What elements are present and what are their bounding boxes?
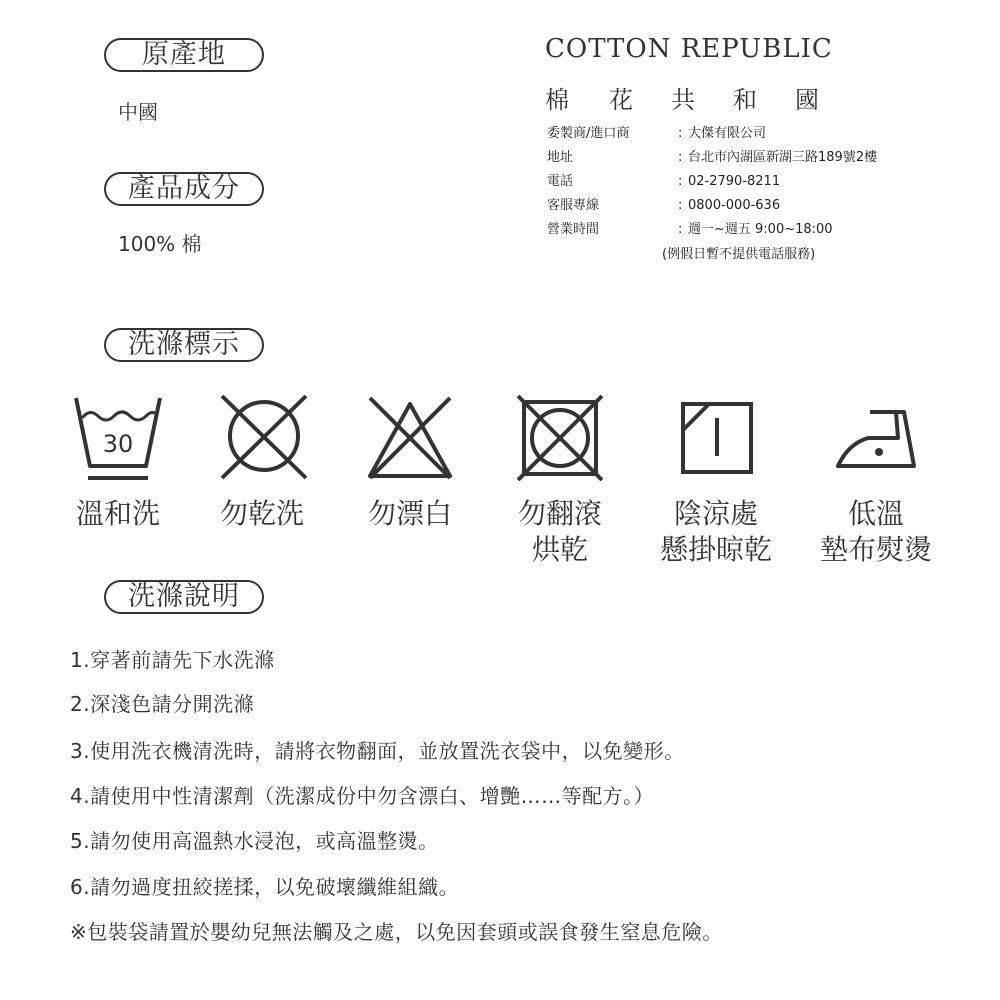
care-heading: 洗滌標示 <box>104 328 264 362</box>
care-caption-shade-dry <box>636 496 796 568</box>
instruction-warning: ※包裝袋請置於嬰幼兒無法觸及之處，以免因套頭或誤食發生窒息危險。 <box>70 920 723 944</box>
brand-char-1: 棉 <box>545 86 569 114</box>
contact-value: 週一~週五 9:00~18:00 <box>688 222 833 237</box>
contact-value: 0800-000-636 <box>688 198 781 213</box>
brand-name-en: COTTON REPUBLIC <box>545 34 833 64</box>
do-not-tumble-dry-icon <box>514 392 606 484</box>
instruction-item: 2.深淺色請分開洗滌 <box>70 692 255 716</box>
contact-separator: : <box>678 198 683 213</box>
origin-value: 中國 <box>118 100 158 124</box>
instruction-item: 6.請勿過度扭絞搓揉，以免破壞纖維組織。 <box>70 875 460 899</box>
instructions-heading: 洗滌說明 <box>104 580 264 614</box>
composition-heading: 產品成分 <box>104 172 264 206</box>
instruction-item: 1.穿著前請先下水洗滌 <box>70 648 275 672</box>
care-caption-no-bleach <box>330 496 490 532</box>
care-caption-low-iron <box>796 496 956 568</box>
contact-label: 電話 <box>547 174 574 189</box>
iron-low-icon <box>834 392 920 474</box>
caption-line: 溫和洗 <box>75 497 160 530</box>
do-not-bleach-icon <box>364 392 456 484</box>
care-caption-gentle-wash <box>38 496 198 532</box>
caption-line: 勿漂白 <box>367 497 452 530</box>
contact-separator: : <box>678 126 683 141</box>
instruction-item: 4.請使用中性清潔劑（洗潔成份中勿含漂白、增艷……等配方。） <box>70 784 655 808</box>
do-not-wash-icon <box>216 392 312 484</box>
caption-line: 低溫 <box>847 497 904 530</box>
line-dry-shade-icon <box>678 392 758 476</box>
caption-line: 陰涼處 <box>673 497 758 530</box>
contact-separator: : <box>678 174 683 189</box>
contact-separator: : <box>678 150 683 165</box>
brand-char-5: 國 <box>795 86 819 114</box>
contact-label: 地址 <box>547 150 574 165</box>
caption-line: 懸掛晾乾 <box>659 533 772 566</box>
contact-separator: : <box>678 222 683 237</box>
care-caption-no-tumble-dry <box>480 496 640 568</box>
brand-char-2: 花 <box>609 86 633 114</box>
contact-label: 委製商/進口商 <box>547 126 630 141</box>
caption-line: 勿乾洗 <box>219 497 304 530</box>
contact-note: (例假日暫不提供電話服務) <box>662 247 816 262</box>
composition-value: 100% 棉 <box>118 232 202 256</box>
contact-value: 大傑有限公司 <box>688 126 767 141</box>
brand-char-4: 和 <box>733 86 757 114</box>
contact-label: 客服專線 <box>547 198 600 213</box>
contact-value: 台北市內湖區新湖三路189號2樓 <box>688 150 878 165</box>
care-caption-no-dry-clean <box>182 496 342 532</box>
brand-char-3: 共 <box>671 86 695 114</box>
origin-heading: 原產地 <box>104 38 264 72</box>
caption-line: 烘乾 <box>531 533 588 566</box>
contact-value: 02-2790-8211 <box>688 174 781 189</box>
wash-30-icon <box>72 392 164 486</box>
caption-line: 墊布熨燙 <box>819 533 932 566</box>
caption-line: 勿翻滾 <box>517 497 602 530</box>
wash-temperature: 30 <box>102 430 134 458</box>
instruction-item: 5.請勿使用高溫熱水浸泡，或高溫整燙。 <box>70 829 439 853</box>
instruction-item: 3.使用洗衣機清洗時，請將衣物翻面，並放置洗衣袋中，以免變形。 <box>70 739 685 763</box>
contact-label: 營業時間 <box>547 222 600 237</box>
